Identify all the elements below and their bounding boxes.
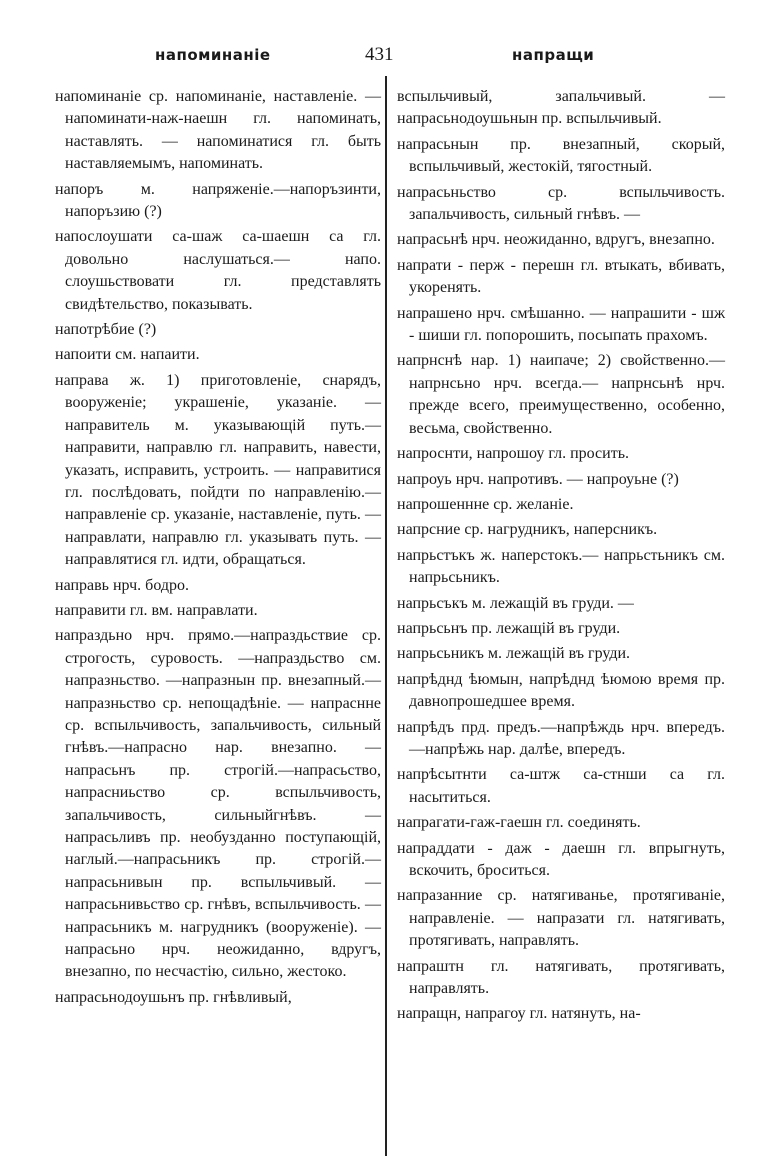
- dictionary-entry: напрѣсытнти са-штж са-стнши са гл. насытиться.: [397, 766, 725, 806]
- dictionary-entry: напрсние ср. нагрудникъ, наперсникъ.: [397, 521, 658, 539]
- dictionary-entry: напрьсьнъ пр. лежащій въ груди.: [397, 619, 621, 637]
- dictionary-entry: напоминаніе ср. напоминаніе, наставленіе. — напоминати-наж-наешн гл. напоминать, наставлять. — напоминатися гл. быть наставляемымъ, напоминать.: [55, 88, 381, 173]
- dictionary-entry: напослоушати са-шаж са-шаешн са гл. довольно наслушаться.— напо. слоушьствовати гл. представлять свидѣтельство, показывать.: [55, 228, 381, 313]
- dictionary-entry: напрасьньство ср. вспыльчивость. запальчивость, сильный гнѣвъ. —: [397, 183, 725, 224]
- dictionary-entry: напрьстъкъ ж. наперстокъ.— напрьстьникъ см. напрьсьникъ.: [397, 546, 725, 587]
- dictionary-entry: направа ж. 1) приготовленіе, снарядъ, вооруженіе; украшеніе, указаніе. — направитель м. указывающій путь.—направити, направлю гл. направить, навести, указать, исправить, устроить. — направитися гл. послѣдовать, пойдти по направленію.—направленіе ср. указаніе, наставленіе, путь. — направлати, направлю гл. указывать путь. — направлятися гл. идти, обращаться.: [55, 371, 381, 569]
- dictionary-entry: направь нрч. бодро.: [55, 576, 189, 594]
- left-running-headword: напоминаніе: [155, 46, 271, 64]
- dictionary-entry: напрѣднд ѣюмын, напрѣднд ѣюмою время пр. давнопрошедшее время.: [397, 670, 725, 711]
- dictionary-entry: напрасьнын пр. внезапный, скорый, вспыльчивый, жестокій, тягостный.: [397, 135, 725, 176]
- dictionary-entry: напрошеннне ср. желаніе.: [397, 495, 574, 513]
- page-number: 431: [365, 44, 394, 65]
- dictionary-entry: напрашено нрч. смѣшанно. — напрашити - шж - шиши гл. попорошить, посыпать прахомъ.: [397, 304, 725, 345]
- dictionary-entry: напрѣдъ прд. предъ.—напрѣждь нрч. впередъ.—напрѣжь нар. далѣе, впередъ.: [397, 718, 725, 758]
- dictionary-entry: направити гл. вм. направлати.: [55, 601, 258, 619]
- dictionary-entry: напроуь нрч. напротивъ. — напроуьне (?): [397, 470, 679, 488]
- column-divider: [385, 76, 387, 1156]
- right-column: [397, 86, 725, 1029]
- dictionary-entry: напраштн гл. натягивать, протягивать, направлять.: [397, 957, 725, 998]
- right-running-headword: напращи: [512, 46, 595, 64]
- dictionary-entry: напрасьнѣ нрч. неожиданно, вдругъ, внезапно.: [397, 231, 715, 249]
- dictionary-entry: напрати - перж - перешн гл. втыкать, вбивать, укоренять.: [397, 256, 725, 297]
- page-header: [0, 46, 765, 72]
- dictionary-entry: напрьсъкъ м. лежащій въ груди. —: [397, 594, 634, 612]
- dictionary-entry: напроснти, напрошоу гл. просить.: [397, 445, 630, 463]
- dictionary-entry: напраддати - даж - даешн гл. впрыгнуть, вскочить, броситься.: [397, 839, 725, 879]
- left-column: [55, 86, 381, 1012]
- dictionary-entry: вспыльчивый, запальчивый. — напрасьнодоушьнын пр. вспыльчивый.: [397, 88, 725, 128]
- dictionary-entry: напращн, напрагоу гл. натянуть, на-: [397, 1005, 641, 1023]
- dictionary-entry: напоръ м. напряженіе.—напоръзинти, напоръзию (?): [55, 180, 381, 221]
- dictionary-entry: напрагати-гаж-гаешн гл. соединять.: [397, 814, 641, 832]
- dictionary-entry: напотрѣбие (?): [55, 321, 157, 339]
- dictionary-entry: напоити см. напаити.: [55, 346, 200, 364]
- dictionary-entry: напрнснѣ нар. 1) наипаче; 2) свойственно.—напрнсьно нрч. всегда.— напрнсьнѣ нрч. прежде всего, преимущественно, особенно, весьма, свойственно.: [397, 352, 725, 437]
- dictionary-entry: напрьсьникъ м. лежащій въ груди.: [397, 645, 631, 663]
- dictionary-entry: напразанние ср. натягиванье, протягиваніе, направленіе. — напразати гл. натягивать, протягивать, направлять.: [397, 887, 725, 950]
- dictionary-entry: напрасьнодоушьнъ пр. гнѣвливый,: [55, 988, 292, 1006]
- dictionary-entry: напраздьно нрч. прямо.—напраздьствие ср. строгость, суровость. —напраздьство см. напразньство. —напразнын пр. внезапный.— напразньство ср. непощадѣніе. — напраснне ср. вспыльчивость, запальчивость, сильный гнѣвъ.—напрасно нар. внезапно. — напрасьнъ пр. строгій.—напрасьство, напрасниьство ср. вспыльчивость, запальчивость, сильныйгнѣвъ. — напрасьливъ пр. необузданно поступающій, наглый.—напрасьникъ пр. строгій.— напрасьнивын пр. вспыльчивый. — напрасьнивьство ср. гнѣвъ, вспыльчивость. — напрасьникъ м. нагрудникъ (вооруженіе). —напрасьно нрч. неожиданно, вдругъ, внезапно, по несчастію, сильно, жестоко.: [55, 627, 381, 981]
